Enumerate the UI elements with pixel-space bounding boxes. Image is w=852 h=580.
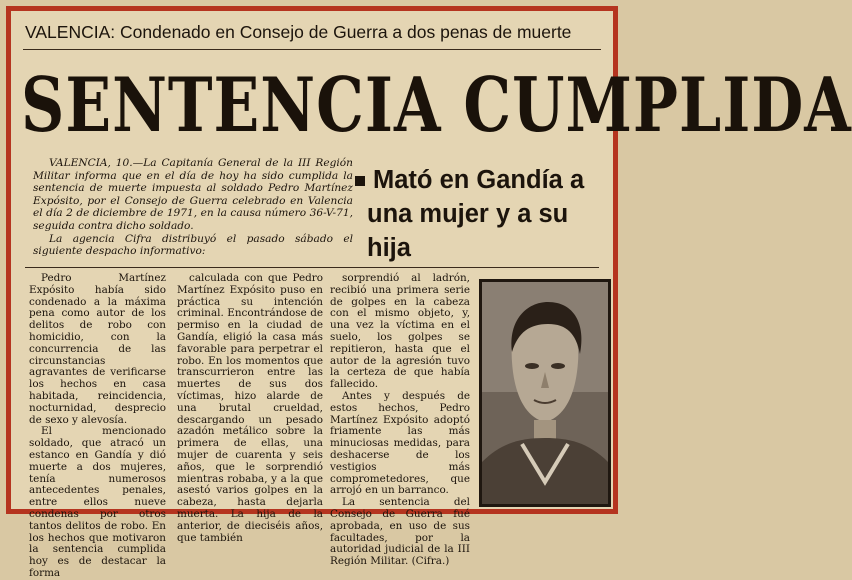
column-paragraph: La sentencia del Consejo de Guerra fué aprobada, en uso de sus facultades, por la autoridad judicial de la III Región Militar. (Cifra.) xyxy=(330,496,470,568)
lead-text-1: VALENCIA, 10.—La Capitanía General de la III Región Militar informa que en el día de hoy ha sido cumplida la sentencia de muerte impuesta al soldado Pedro Martínez Expósito, por el Consejo de Guerra celebrado en Valencia el día 2 de diciembre de 1971, en la causa número 36-V-71, seguida contra dicho soldado. xyxy=(33,157,353,232)
bullet-square-icon xyxy=(355,176,365,186)
subheadline xyxy=(355,163,617,262)
portrait-photo xyxy=(479,279,611,507)
article-column-2 xyxy=(177,272,323,544)
subheadline-line-2: una mujer y a su hija xyxy=(367,200,569,262)
kicker xyxy=(25,17,605,47)
newspaper-clipping xyxy=(6,6,852,579)
lead-text-2: La agencia Cifra distribuyó el pasado sábado el siguiente despacho informativo: xyxy=(33,232,353,258)
lead-paragraph xyxy=(33,157,353,267)
article-column-3 xyxy=(330,272,470,568)
column-paragraph: Antes y después de estos hechos, Pedro Martínez Expósito adoptó friamente las más minuciosas medidas, para deshacerse de los vestigios más comprometedores, que arrojó en un barranco. xyxy=(330,389,470,497)
article-column-1 xyxy=(29,272,166,579)
headline: SENTENCIA CUMPLIDA xyxy=(21,62,852,150)
column-paragraph: El mencionado soldado, que atracó un estanco en Gandía y dió muerte a dos mujeres, tenía numerosos antecedentes penales, entre ellos nueve condenas por otros tantos delitos de robo. En los hechos que motivaron la sentencia cumplida hoy es de destacar la forma xyxy=(29,425,166,579)
portrait-photo-icon xyxy=(482,282,608,504)
kicker-text: Condenado en Consejo de Guerra a dos penas de muerte xyxy=(120,22,572,42)
column-paragraph: sorprendió al ladrón, recibió una primera serie de golpes en la cabeza con el mismo objeto, y, una vez la víctima en el suelo, los golpes se repitieron, hasta que el autor de la agresión tuvo la certeza de que había fallecido. xyxy=(330,272,470,391)
subheadline-line-1: Mató en Gandía a xyxy=(373,166,585,194)
kicker-place: VALENCIA: xyxy=(25,22,116,42)
kicker-divider xyxy=(23,49,601,50)
column-paragraph: Pedro Martínez Expósito había sido condenado a la máxima pena como autor de los delitos de robo con homicidio, con la concurrencia de las circunstancias agravantes de verificarse los hechos en casa habitada, reincidencia, nocturnidad, desprecio de sexo y alevosía. xyxy=(29,272,166,426)
column-paragraph: calculada con que Pedro Martínez Expósito puso en práctica su intención criminal. Encontrándose de permiso en la ciudad de Gandía, eligió la casa más favorable para perpetrar el robo. En los momentos que transcurrieron entre las muertes de sus dos víctimas, hizo alarde de una brutal crueldad, descargando un pesado azadón metálico sobre la primera de ellas, una mujer de cuarenta y seis años, que le sorprendió mientras robaba, y a la que asestó varios golpes en la cabeza, hasta dejarla muerta. La hija de la anterior, de dieciséis años, que también xyxy=(177,272,323,544)
section-divider xyxy=(25,267,599,268)
